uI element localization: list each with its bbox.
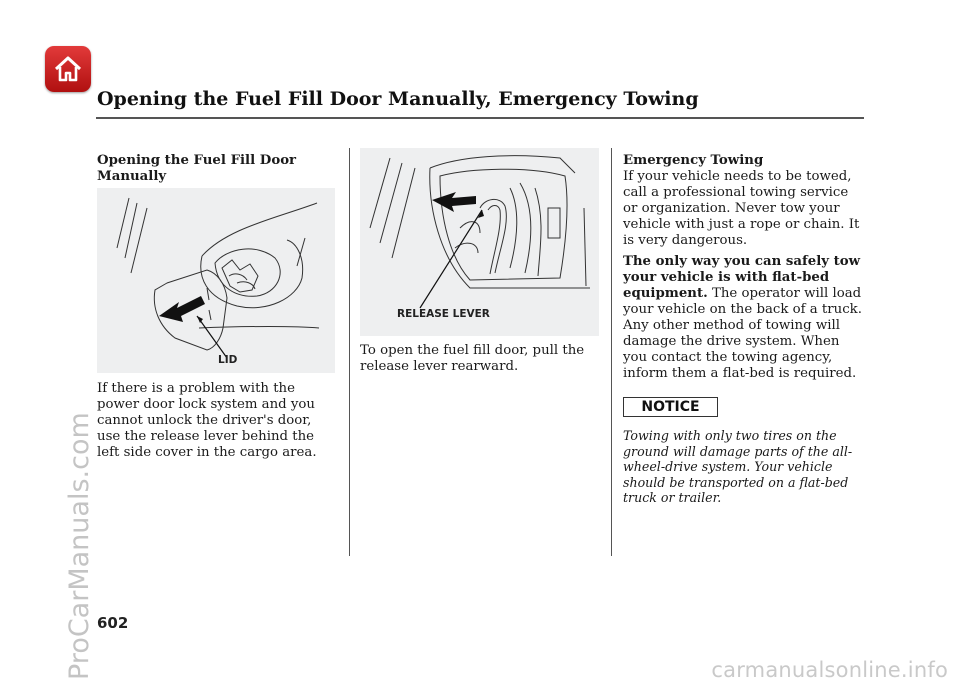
- watermark-carmanualsonline: carmanualsonline.info: [711, 658, 948, 682]
- release-lever-figure: [360, 148, 599, 336]
- towing-paragraph-1: If your vehicle needs to be towed, call a professional towing service or organization. Never tow your vehicle with just a rope or chain. It is very dangerous.: [623, 169, 860, 248]
- release-lever-body: To open the fuel fill door, pull the release lever rearward.: [360, 343, 585, 374]
- release-lever-label: RELEASE LEVER: [397, 308, 490, 320]
- home-icon: [52, 53, 84, 85]
- towing-paragraph-2-rest: The operator will load your vehicle on the back of a truck. Any other method of towing will damage the drive system. When you contact the towing agency, inform them a flat-bed is required.: [623, 286, 862, 381]
- towing-paragraph-2: [623, 254, 863, 382]
- emergency-towing-heading: Emergency Towing: [623, 153, 764, 168]
- title-rule: [96, 117, 864, 119]
- notice-label: NOTICE: [641, 399, 700, 415]
- notice-badge: [623, 397, 718, 417]
- lid-label: LID: [218, 354, 238, 366]
- lid-figure: [97, 188, 335, 373]
- notice-text: Towing with only two tires on the ground will damage parts of the all-wheel-drive system. Your vehicle should be transported on a flat-bed truck or trailer.: [623, 428, 853, 505]
- watermark-procarmanuals: [58, 240, 98, 680]
- towing-paragraph-2-bold: The only way you can safely tow your vehicle is with flat-bed equipment.: [623, 254, 861, 301]
- home-button[interactable]: [45, 46, 91, 92]
- fuel-door-body: If there is a problem with the power door lock system and you cannot unlock the driver's door, use the release lever behind the left side cover in the cargo area.: [97, 381, 317, 460]
- lid-illustration: [97, 188, 335, 373]
- fuel-door-heading: Opening the Fuel Fill Door Manually: [97, 153, 297, 184]
- column-divider-2: [611, 148, 612, 556]
- section-title: Opening the Fuel Fill Door Manually, Emergency Towing: [97, 88, 699, 110]
- page-number: 602: [97, 614, 129, 632]
- column-divider-1: [349, 148, 350, 556]
- watermark-left-text: ProCarManuals.com: [64, 412, 95, 680]
